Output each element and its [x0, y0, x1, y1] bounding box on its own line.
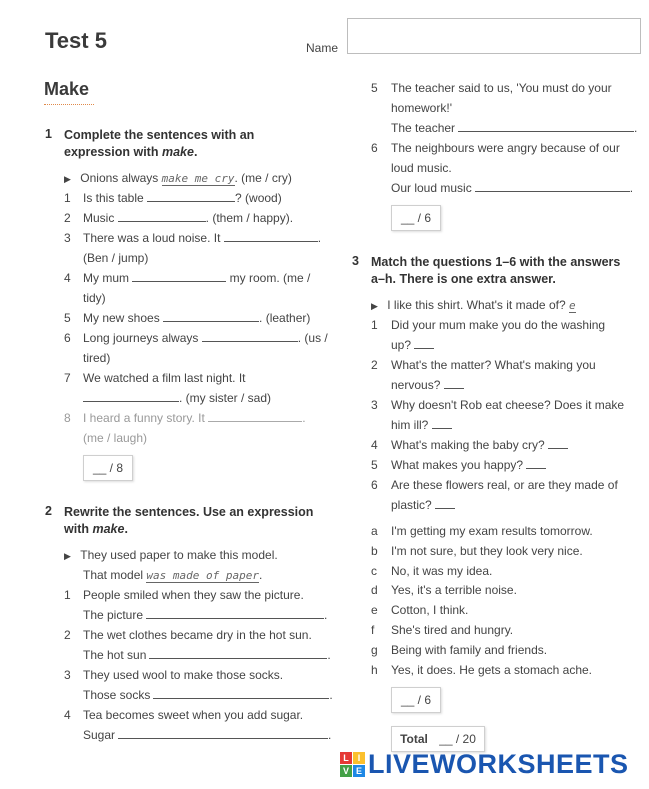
section-title: Make	[44, 79, 90, 99]
q3-answer-g: g Being with family and friends.	[371, 643, 548, 657]
q3-answer-e: e Cotton, I think.	[371, 603, 469, 617]
total-label: Total	[400, 732, 428, 746]
q2-item-1-answer: The picture .	[83, 608, 328, 622]
q2-item-2: 2 The wet clothes became dry in the hot sun.	[64, 628, 312, 642]
answer-blank[interactable]	[147, 191, 235, 202]
answer-blank[interactable]	[548, 438, 568, 449]
answer-blank[interactable]	[153, 688, 329, 699]
q2-item-6-answer: Our loud music .	[391, 181, 634, 195]
q3-answer-f: f She's tired and hungry.	[371, 623, 514, 637]
q1-item-3-cont: (Ben / jump)	[83, 251, 149, 265]
q3-number: 3	[352, 254, 359, 268]
answer-blank[interactable]	[526, 458, 546, 469]
q1-item-3: 3 There was a loud noise. It .	[64, 231, 322, 245]
q1-item-1: 1 Is this table ? (wood)	[64, 191, 282, 205]
answer-blank[interactable]	[208, 411, 302, 422]
q1-item-4-cont: tidy)	[83, 291, 106, 305]
answer-blank[interactable]	[118, 211, 206, 222]
answer-blank[interactable]	[118, 728, 328, 739]
q1-item-8-cont: (me / laugh)	[83, 431, 148, 445]
q3-question-1: 1 Did your mum make you do the washing	[371, 318, 606, 332]
q1-score-box: __ / 8	[83, 455, 133, 481]
name-input[interactable]	[347, 18, 641, 54]
q2-instruction: Rewrite the sentences. Use an expression with make.	[64, 505, 314, 536]
q1-item-6-cont: tired)	[83, 351, 111, 365]
answer-blank[interactable]	[435, 498, 455, 509]
logo-text: LIVEWORKSHEETS	[368, 748, 629, 779]
triangle-icon: ▶	[371, 301, 378, 311]
q1-number: 1	[45, 127, 52, 141]
name-label: Name	[306, 41, 339, 55]
q1-item-5: 5 My new shoes . (leather)	[64, 311, 311, 325]
q3-answer-b: b I'm not sure, but they look very nice.	[371, 544, 583, 558]
q1-item-4: 4 My mum my room. (me /	[64, 271, 311, 285]
q1-item-7-cont: . (my sister / sad)	[83, 388, 271, 408]
liveworksheets-logo-icon: L I V E	[340, 752, 365, 777]
q2-item-4-answer: Sugar .	[83, 728, 332, 742]
total-value: __ / 20	[439, 732, 476, 746]
title-underline	[44, 104, 94, 105]
q2-item-2-answer: The hot sun .	[83, 648, 331, 662]
q3-question-6: 6 Are these flowers real, or are they made of	[371, 478, 618, 492]
q1-item-8: 8 I heard a funny story. It .	[64, 411, 306, 425]
q1-item-6: 6 Long journeys always . (us /	[64, 331, 328, 345]
q2-item-6-line2: loud music.	[391, 161, 452, 175]
q2-item-3: 3 They used wool to make those socks.	[64, 668, 284, 682]
q3-answer-a: a I'm getting my exam results tomorrow.	[371, 524, 593, 538]
answer-blank[interactable]	[224, 231, 318, 242]
q3-question-4: 4 What's making the baby cry?	[371, 435, 378, 455]
q3-answer-c: c No, it was my idea.	[371, 564, 493, 578]
q3-question-3: 3 Why doesn't Rob eat cheese? Does it make	[371, 398, 625, 412]
q3-question-6-line2: plastic?	[391, 495, 455, 515]
q3-question-3-line2: him ill?	[391, 415, 452, 435]
q2-item-5-line2: homework!'	[391, 101, 452, 115]
q3-question-5: 5 What makes you happy?	[371, 455, 378, 475]
q2-example-answer: That model was made of paper.	[83, 568, 263, 582]
q2-item-6: 6 The neighbours were angry because of our	[371, 141, 620, 155]
q3-example: ▶ I like this shirt. What's it made of? e	[371, 298, 576, 312]
q1-item-7: 7 We watched a film last night. It	[64, 371, 246, 385]
page-title: Test 5	[45, 28, 107, 53]
answer-blank[interactable]	[132, 271, 226, 282]
answer-blank[interactable]	[444, 378, 464, 389]
liveworksheets-logo[interactable]	[340, 749, 629, 779]
q3-question-2: 2 What's the matter? What's making you	[371, 358, 596, 372]
answer-blank[interactable]	[202, 331, 298, 342]
q3-question-1-line2: up?	[391, 335, 434, 355]
triangle-icon: ▶	[64, 174, 71, 184]
q2-score-box: __ / 6	[391, 205, 441, 231]
q2-item-5-answer: The teacher .	[391, 121, 638, 135]
answer-blank[interactable]	[432, 418, 452, 429]
q3-instruction: Match the questions 1–6 with the answers a–h. There is one extra answer.	[371, 255, 621, 286]
q3-answer-h: h Yes, it does. He gets a stomach ache.	[371, 663, 593, 677]
answer-blank[interactable]	[146, 608, 324, 619]
answer-blank[interactable]	[414, 338, 434, 349]
q1-item-2: 2 Music . (them / happy).	[64, 211, 294, 225]
q2-example: ▶ They used paper to make this model.	[64, 548, 278, 562]
q1-instruction: Complete the sentences with an expression with make.	[64, 128, 255, 159]
triangle-icon: ▶	[64, 551, 71, 561]
answer-blank[interactable]	[458, 121, 634, 132]
q2-item-1: 1 People smiled when they saw the picture.	[64, 588, 304, 602]
q3-answer-d: d Yes, it's a terrible noise.	[371, 583, 517, 597]
q1-example: ▶ Onions always make me cry. (me / cry)	[64, 171, 292, 185]
q3-score-box: __ / 6	[391, 687, 441, 713]
answer-blank[interactable]	[163, 311, 259, 322]
answer-blank[interactable]	[149, 648, 327, 659]
q2-number: 2	[45, 504, 52, 518]
q2-item-3-answer: Those socks .	[83, 688, 333, 702]
q2-item-4: 4 Tea becomes sweet when you add sugar.	[64, 708, 304, 722]
answer-blank[interactable]	[475, 181, 630, 192]
q3-question-2-line2: nervous?	[391, 375, 464, 395]
q2-item-5: 5 The teacher said to us, 'You must do your	[371, 81, 612, 95]
answer-blank[interactable]	[83, 391, 179, 402]
